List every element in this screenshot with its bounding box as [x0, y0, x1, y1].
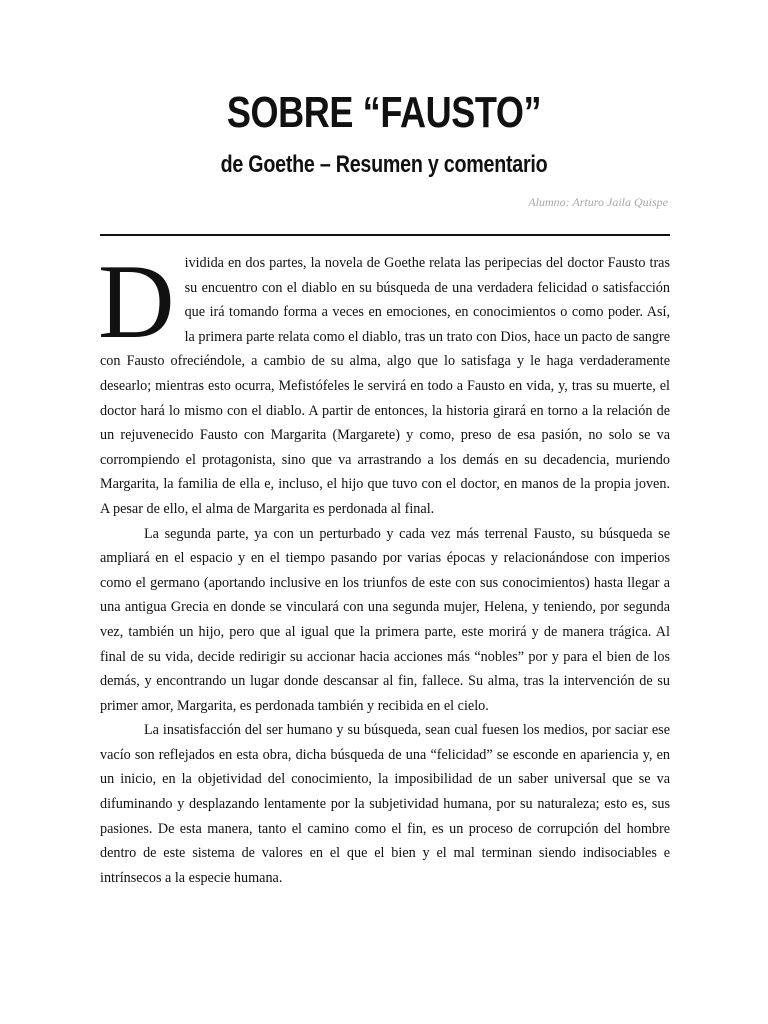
- page-subtitle: de Goethe – Resumen y comentario: [220, 151, 548, 178]
- paragraph-1-text: ividida en dos partes, la novela de Goethe relata las peripecias del doctor Fausto tras su encuentro con el diablo en su búsqueda de una verdadera felicidad o satisfacción que irá tomando forma a veces en emociones, en conocimientos o como poder. Así, la primera parte relata como el diablo, tras un trato con Dios, hace un pacto de sangre con Fausto ofreciéndole, a cambio de su alma, algo que lo satisfaga y le haga verdaderamente desearlo; mientras esto ocurra, Mefistófeles le servirá en todo a Fausto en vida, y, tras su muerte, el doctor hará lo mismo con el diablo. A partir de entonces, la historia girará en torno a la relación de un rejuvenecido Fausto con Margarita (Margarete) y como, preso de esa pasión, no solo se va corrompiendo el protagonista, sino que va arrastrando a los demás en su decadencia, muriendo Margarita, la familia de ella e, incluso, el hijo que tuvo con el doctor, en manos de la propia joven. A pesar de ello, el alma de Margarita es perdonada al final.: [100, 255, 670, 517]
- paragraph-2: La segunda parte, ya con un perturbado y cada vez más terrenal Fausto, su búsqueda se ampliará en el espacio y en el tiempo pasando por varias épocas y relacionándose con imperios como el germano (aportando inclusive en los triunfos de este con sus conocimientos) hasta llegar a una antigua Grecia en donde se vinculará con una segunda mujer, Helena, y teniendo, por segunda vez, también un hijo, pero que al igual que la primera parte, este morirá y de manera trágica. Al final de su vida, decide redirigir su accionar hacia acciones más “nobles” por y para el bien de los demás, y encontrando un lugar donde descansar al fin, fallece. Su alma, tras la intervención de su primer amor, Margarita, es perdonada también y recibida en el cielo.: [100, 525, 670, 714]
- page-title: SOBRE “FAUSTO”: [226, 88, 542, 137]
- drop-cap: D: [98, 243, 175, 360]
- paragraph-3: La insatisfacción del ser humano y su búsqueda, sean cual fuesen los medios, por saciar ese vacío son reflejados en esta obra, dicha búsqueda de una “felicidad” se esconde en apariencia y, en un inicio, en la objetividad del conocimiento, la imposibilidad de un saber universal que se va difuminando y desplazando lentamente por la subjetividad humana, por su naturaleza; esto es, sus pasiones. De esta manera, tanto el camino como el fin, es un proceso de corrupción del hombre dentro de este sistema de valores en el que el bien y el mal terminan siendo indisociables e intrínsecos a la especie humana.: [100, 722, 670, 886]
- header-divider: [100, 234, 670, 236]
- paragraph-1: [98, 243, 670, 522]
- author-credit: Alumno: Arturo Jaila Quispe: [528, 195, 668, 209]
- document-body: [98, 243, 670, 890]
